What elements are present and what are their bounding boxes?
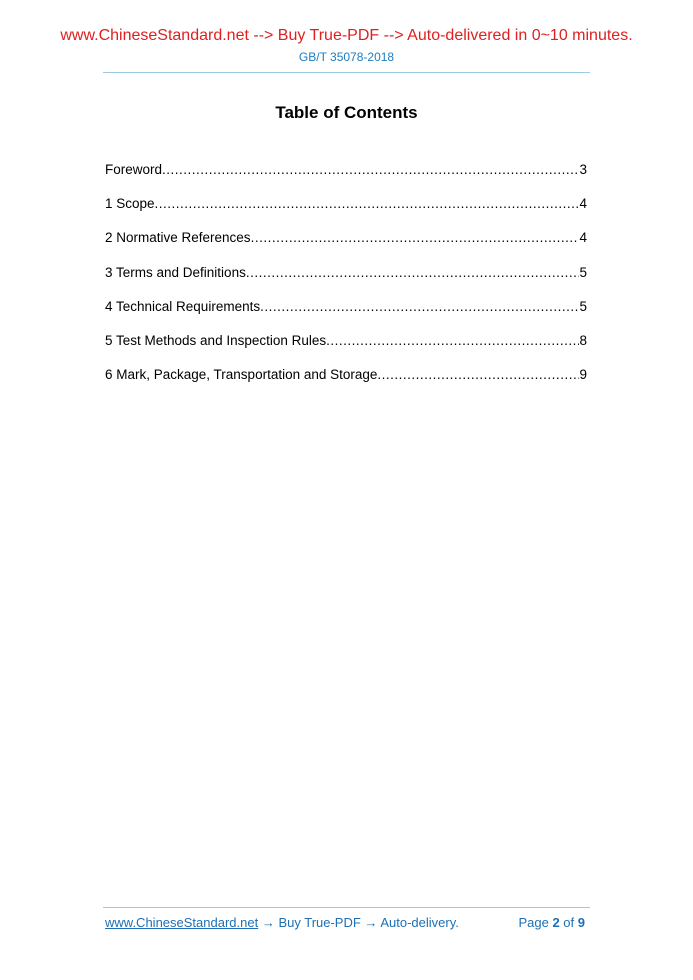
toc-entry-page: 4 — [579, 230, 587, 246]
toc-entry-page: 8 — [579, 332, 587, 348]
toc-entry-page: 5 — [579, 298, 587, 314]
toc-entry-foreword[interactable] — [105, 162, 587, 196]
arrow-right-icon: → — [364, 915, 378, 930]
toc-entry-technical-requirements[interactable] — [105, 299, 587, 333]
document-id: GB/T 35078-2018 — [298, 50, 395, 64]
toc-entry-page: 5 — [579, 264, 587, 280]
toc-entry-test-methods[interactable] — [105, 333, 587, 367]
of-word: of — [563, 915, 575, 930]
toc-entry-label: 3 Terms and Definitions — [105, 264, 246, 280]
footer-buy-text: Buy True-PDF — [278, 915, 361, 930]
toc-entry-mark-package[interactable] — [105, 367, 587, 401]
toc-entry-scope[interactable] — [105, 196, 587, 230]
toc-entry-label: Foreword — [105, 162, 163, 177]
footer — [105, 915, 585, 930]
toc-leader-dots — [326, 333, 579, 348]
toc-entry-label: 5 Test Methods and Inspection Rules — [105, 332, 327, 348]
toc-entry-page: 4 — [579, 196, 587, 212]
toc-leader-dots — [377, 367, 579, 382]
arrow-right-icon: → — [261, 915, 275, 930]
footer-delivery-text: Auto-delivery. — [380, 915, 459, 930]
toc-list — [105, 162, 587, 401]
toc-entry-terms-definitions[interactable] — [105, 265, 587, 299]
toc-leader-dots — [260, 299, 579, 314]
toc-entry-label: 4 Technical Requirements — [105, 298, 261, 314]
toc-title: Table of Contents — [275, 103, 418, 122]
toc-leader-dots — [246, 265, 580, 280]
toc-leader-dots — [155, 196, 580, 211]
toc-entry-normative-references[interactable] — [105, 230, 587, 264]
page-word: Page — [518, 915, 549, 930]
toc-leader-dots — [251, 230, 580, 245]
toc-entry-label: 2 Normative References — [105, 230, 251, 246]
toc-leader-dots — [162, 162, 579, 177]
toc-entry-label: 1 Scope — [105, 196, 155, 212]
toc-entry-page: 3 — [579, 162, 587, 177]
page-current: 2 — [552, 915, 560, 930]
header-banner[interactable]: www.ChineseStandard.net --> Buy True-PDF --> Auto-delivered in 0~10 minutes. — [60, 27, 633, 44]
footer-divider — [103, 907, 590, 908]
toc-entry-page: 9 — [579, 367, 587, 383]
page-indicator — [518, 915, 585, 930]
toc-entry-label: 6 Mark, Package, Transportation and Storage — [105, 367, 378, 383]
header-divider — [103, 72, 590, 73]
footer-site-link[interactable]: www.ChineseStandard.net — [105, 915, 259, 930]
page-total: 9 — [577, 915, 585, 930]
